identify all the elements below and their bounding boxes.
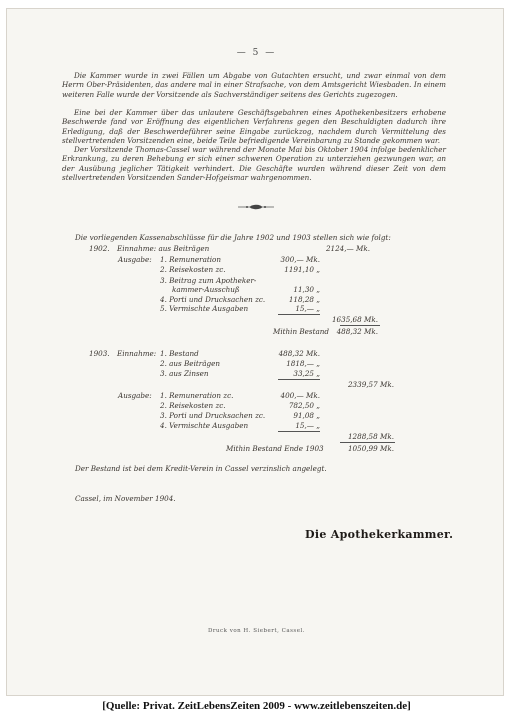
ledger-1903-expense-item-label: 1. Remuneration zc. (160, 391, 234, 400)
ledger-1902-item-label: 5. Vermischte Ausgaben (160, 304, 249, 313)
ledger-1903-income-item-label: 3. aus Zinsen (160, 369, 209, 378)
ledger-1902-expense-label: Ausgabe: (118, 255, 152, 264)
ledger-1903-expense-total: 1288,58 Mk. (347, 432, 394, 441)
ledger-1903-income-item-label: 2. aus Beiträgen (160, 359, 220, 368)
paragraph-gutachten: Die Kammer wurde in zwei Fällen um Abgabe von Gutachten ersucht, und zwar einmal von dem Herrn Ober-Präsidenten, das andere mal in einer Strafsache, von dem Amtsgericht Wiesbaden. In einem weiteren Falle wurde der Vorsitzende als Sachverständiger seitens des Gerichts zugezogen. (62, 71, 446, 99)
ledger-1903-expense-label: Ausgabe: (118, 391, 152, 400)
ledger-1903-income-item-value: 1818,— „ (286, 359, 320, 368)
ledger-1902-expense-total: 1635,68 Mk. (331, 315, 378, 324)
ledger-1903-expense-item-label: 4. Vermischte Ausgaben (160, 421, 249, 430)
ledger-1903-year: 1903. (89, 349, 110, 358)
ledger-1903-income-total: 2339,57 Mk. (347, 380, 394, 389)
ledger-1902-balance: 488,32 Mk. (336, 327, 378, 336)
ledger-1903-income-label: Einnahme: (117, 349, 157, 358)
ledger-1903-expense-item-label: 3. Porti und Drucksachen zc. (160, 411, 266, 420)
ledger-1902-balance-label: Mithin Bestand (273, 327, 330, 336)
ledger-1902-income-total: 2124,— Mk. (325, 244, 370, 253)
ledger-1902-item-label: 3. Beitrag zum Apotheker- (160, 276, 257, 285)
ledger-1902-year: 1902. (89, 244, 110, 253)
ledger-1902-item-label: 4. Porti und Drucksachen zc. (160, 295, 266, 304)
ledger-intro: Die vorliegenden Kassenabschlüsse für die Jahre 1902 und 1903 stellen sich wie folgt: (75, 233, 391, 242)
ledger-1902-item-value: 1191,10 „ (284, 265, 320, 274)
ledger-1902-item-value: 11,30 „ (293, 285, 320, 294)
ledger-1903-income-item-value: 488,32 Mk. (278, 349, 320, 358)
ledger-1902-item-label: 2. Reisekosten zc. (160, 265, 226, 274)
deposit-note: Der Bestand ist bei dem Kredit-Verein in Cassel verzinslich angelegt. (75, 464, 327, 473)
ledger-1903-balance: 1050,99 Mk. (347, 444, 394, 453)
ledger-1902-item-value: 15,— „ (295, 304, 320, 313)
ledger-1903-balance-label: Mithin Bestand Ende 1903 (226, 444, 324, 453)
ledger-1903-expense-item-value: 400,— Mk. (280, 391, 320, 400)
ledger-1902-item-value: 118,28 „ (288, 295, 320, 304)
paragraph-beschwerde: Eine bei der Kammer über das unlautere Geschäftsgebahren eines Apothekenbesitzers erhobene Beschwerde fand vor Eröffnung des eigentlichen Verfahrens gegen den Beschuldigten dadurch ihre Erledigung, daß der Beschwerdeführer seine Eingabe zurückzog, nachdem durch Vermittelung des stellvertretenden Vorsitzenden eine, beide Teile befriedigende Vereinbarung zu Stande gekommen war. (62, 108, 446, 145)
page-number: — 5 — (236, 48, 277, 58)
ornament-divider-icon (236, 203, 276, 211)
ledger-1903-expense-item-value: 782,50 „ (288, 401, 320, 410)
ledger-1902-income-label: Einnahme: aus Beiträgen (117, 244, 210, 253)
ledger-1902-item-label: 1. Remuneration (160, 255, 221, 264)
ledger-1903-income-item-value: 33,25 „ (293, 369, 320, 378)
printer-imprint: Druck von H. Siebert, Cassel. (207, 628, 306, 634)
ledger-1902-item-label: kammer-Ausschuß (172, 285, 240, 294)
ledger-1903-expense-item-label: 2. Reisekosten zc. (160, 401, 226, 410)
signature: Die Apothekerkammer. (305, 528, 454, 541)
ledger-1903-expense-item-value: 15,— „ (295, 421, 320, 430)
ledger-1903-expense-item-value: 91,08 „ (293, 411, 320, 420)
ledger-1902-item-value: 300,— Mk. (280, 255, 320, 264)
place-date: Cassel, im November 1904. (75, 494, 176, 503)
ledger-1903-income-item-label: 1. Bestand (160, 349, 199, 358)
paragraph-vorsitzender: Der Vorsitzende Thomas-Cassel war während der Monate Mai bis Oktober 1904 infolge bedenklicher Erkrankung, zu deren Behebung er sich einer schweren Operation zu unterziehen gezwungen war, an der Ausübung jeglicher Tätigkeit verhindert. Die Geschäfte wurden während dieser Zeit von dem stellvertretenden Vorsitzenden Sander-Hofgeismar wahrgenommen. (62, 145, 446, 182)
source-caption: [Quelle: Privat. ZeitLebensZeiten 2009 - www.zeitlebenszeiten.de] (102, 700, 411, 712)
